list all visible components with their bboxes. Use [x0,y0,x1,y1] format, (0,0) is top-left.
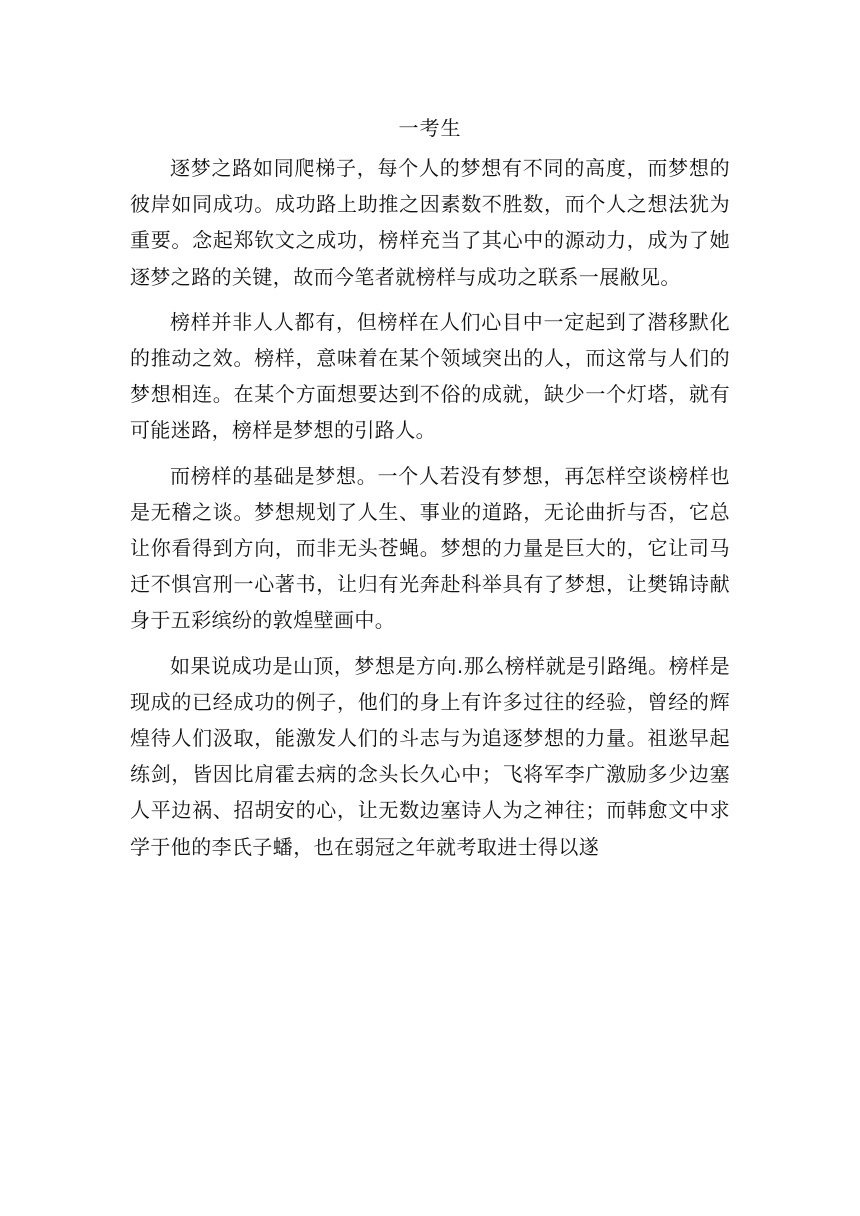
document-author: 一考生 [398,116,462,140]
paragraph-4: 如果说成功是山顶，梦想是方向.那么榜样就是引路绳。榜样是现成的已经成功的例子，他们的身上有许多过往的经验，曾经的辉煌待人们汲取，能激发人们的斗志与为追逐梦想的力量。祖逖早起练剑，皆因比肩霍去病的念头长久心中；飞将军李广激励多少边塞人平边祸、招胡安的心，让无数边塞诗人为之神往；而韩愈文中求学于他的李氏子蟠，也在弱冠之年就考取进士得以遂 [130,653,730,859]
paragraph-2: 榜样并非人人都有，但榜样在人们心目中一定起到了潜移默化的推动之效。榜样，意味着在某个领域突出的人，而这常与人们的梦想相连。在某个方面想要达到不俗的成就，缺少一个灯塔，就有可能迷路，榜样是梦想的引路人。 [130,309,730,443]
document-page [130,110,730,874]
paragraph-1: 逐梦之路如同爬梯子，每个人的梦想有不同的高度，而梦想的彼岸如同成功。成功路上助推之因素数不胜数，而个人之想法犹为重要。念起郑钦文之成功，榜样充当了其心中的源动力，成为了她逐梦之路的关键，故而今笔者就榜样与成功之联系一展敝见。 [130,156,730,289]
paragraph-3: 而榜样的基础是梦想。一个人若没有梦想，再怎样空谈榜样也是无稽之谈。梦想规划了人生、事业的道路，无论曲折与否，它总让你看得到方向，而非无头苍蝇。梦想的力量是巨大的，它让司马迁不惧宫刑一心著书，让归有光奔赴科举具有了梦想，让樊锦诗献身于五彩缤纷的敦煌壁画中。 [130,463,730,633]
